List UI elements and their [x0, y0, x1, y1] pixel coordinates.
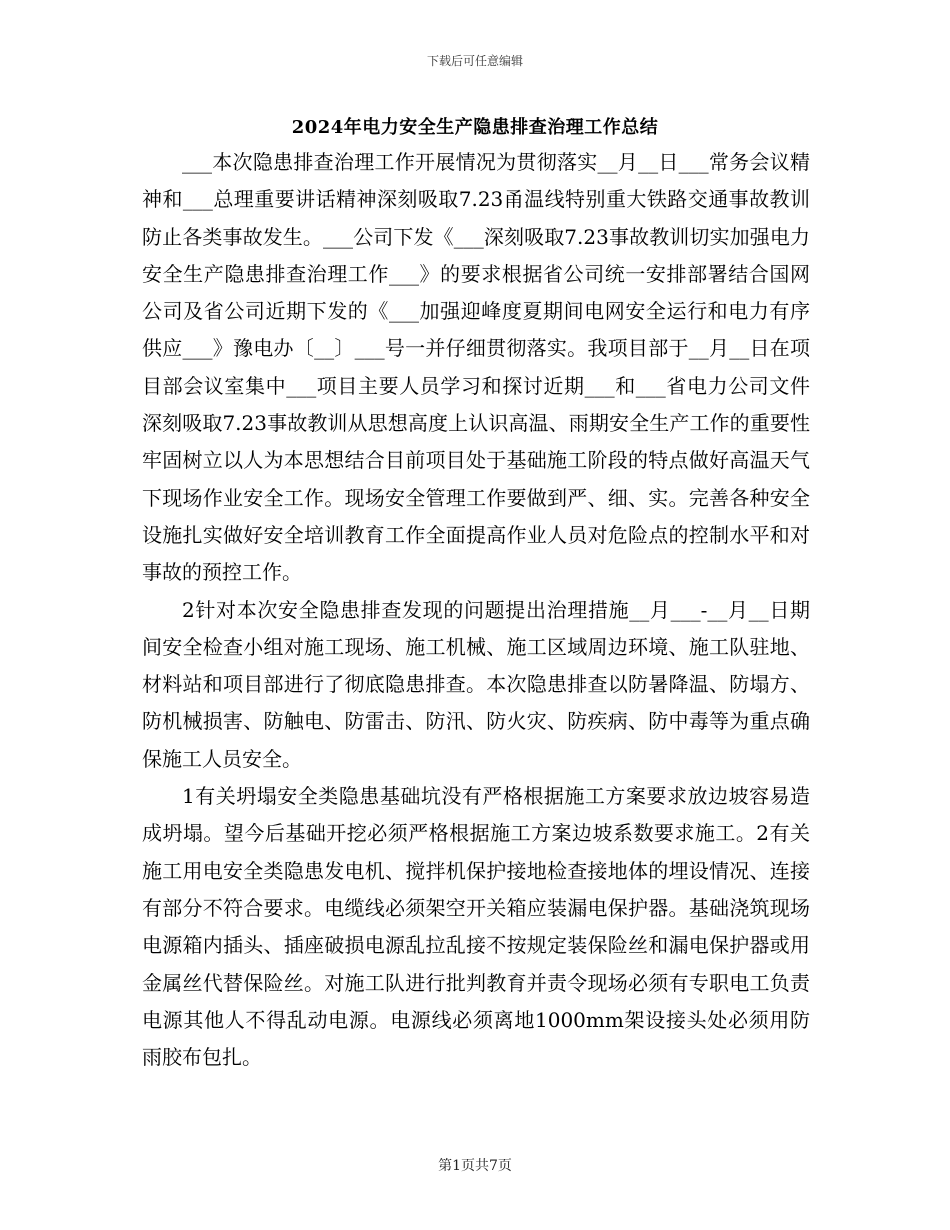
paragraph: ___本次隐患排查治理工作开展情况为贯彻落实__月__日___常务会议精神和___总理重要讲话精神深刻吸取7.23甬温线特别重大铁路交通事故教训防止各类事故发生。___公司下发《___深刻吸取7.23事故教训切实加强电力安全生产隐患排查治理工作___》的要求根据省公司统一安排部署结合国网公司及省公司近期下发的《___加强迎峰度夏期间电网安全运行和电力有序供应___》豫电办〔__〕___号一并仔细贯彻落实。我项目部于__月__日在项目部会议室集中___项目主要人员学习和探讨近期___和___省电力公司文件深刻吸取7.23事故教训从思想高度上认识高温、雨期安全生产工作的重要性牢固树立以人为本思想结合目前项目处于基础施工阶段的特点做好高温天气下现场作业安全工作。现场安全管理工作要做到严、细、实。完善各种安全设施扎实做好安全培训教育工作全面提高作业人员对危险点的控制水平和对事故的预控工作。 — [142, 150, 810, 585]
paragraph: 2针对本次安全隐患排查发现的问题提出治理措施__月___-__月__日期间安全检查小组对施工现场、施工机械、施工区域周边环境、施工队驻地、材料站和项目部进行了彻底隐患排查。本次隐患排查以防暑降温、防塌方、防机械损害、防触电、防雷击、防汛、防火灾、防疾病、防中毒等为重点确保施工人员安全。 — [142, 597, 810, 771]
header-note: 下载后可任意编辑 — [426, 54, 523, 68]
document-body — [142, 144, 810, 1076]
page-number: 第1页共7页 — [438, 1158, 512, 1174]
paragraph: 1有关坍塌安全类隐患基础坑没有严格根据施工方案要求放边坡容易造成坍塌。望今后基础开挖必须严格根据施工方案边坡系数要求施工。2有关施工用电安全类隐患发电机、搅拌机保护接地检查接地体的埋设情况、连接有部分不符合要求。电缆线必须架空开关箱应装漏电保护器。基础浇筑现场电源箱内插头、插座破损电源乱拉乱接不按规定装保险丝和漏电保护器或用金属丝代替保险丝。对施工队进行批判教育并责令现场必须有专职电工负责电源其他人不得乱动电源。电源线必须离地1000mm架设接头处必须用防雨胶布包扎。 — [142, 784, 810, 1070]
document-title: 2024年电力安全生产隐患排查治理工作总结 — [291, 117, 659, 138]
